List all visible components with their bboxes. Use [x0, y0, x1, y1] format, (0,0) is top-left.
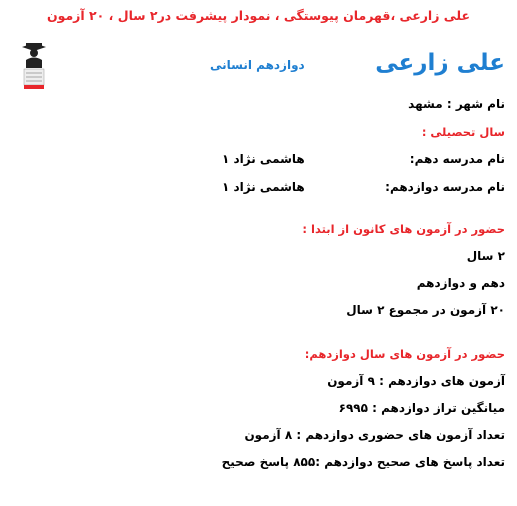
kanoon-heading: حضور در آزمون های کانون از ابتدا :: [302, 222, 505, 236]
twelfth-exams: آزمون های دوازدهم : ۹ آزمون: [327, 374, 505, 388]
tenth-school-value: هاشمی نژاد ۱: [222, 152, 305, 166]
banner-title: علی زارعی ،قهرمان پیوستگی ، نمودار پیشرفت در۲ سال ، ۲۰ آزمون: [46, 8, 471, 23]
student-name: علی زارعی: [375, 50, 505, 76]
twelfth-school-label: نام مدرسه دوازدهم:: [385, 180, 505, 194]
twelfth-heading: حضور در آزمون های سال دوازدهم:: [304, 347, 505, 361]
kanoon-years: ۲ سال: [466, 249, 505, 263]
twelfth-correct-answers: تعداد پاسخ های صحیح دوازدهم :۸۵۵ پاسخ صحیح: [221, 455, 505, 469]
kanoon-grades: دهم و دوازدهم: [416, 276, 505, 290]
twelfth-in-person: تعداد آزمون های حضوری دوازدهم : ۸ آزمون: [244, 428, 505, 442]
kanoon-total: ۲۰ آزمون در مجموع ۲ سال: [346, 303, 505, 317]
logo-graduate-icon: [20, 42, 48, 90]
city: نام شهر : مشهد: [408, 97, 505, 111]
tenth-school-label: نام مدرسه دهم:: [409, 152, 505, 166]
school-year-heading: سال تحصیلی :: [421, 125, 505, 139]
twelfth-school-value: هاشمی نژاد ۱: [222, 180, 305, 194]
twelfth-avg-score: میانگین تراز دوازدهم : ۶۹۹۵: [338, 401, 505, 415]
student-grade: دوازدهم انسانی: [210, 58, 305, 72]
